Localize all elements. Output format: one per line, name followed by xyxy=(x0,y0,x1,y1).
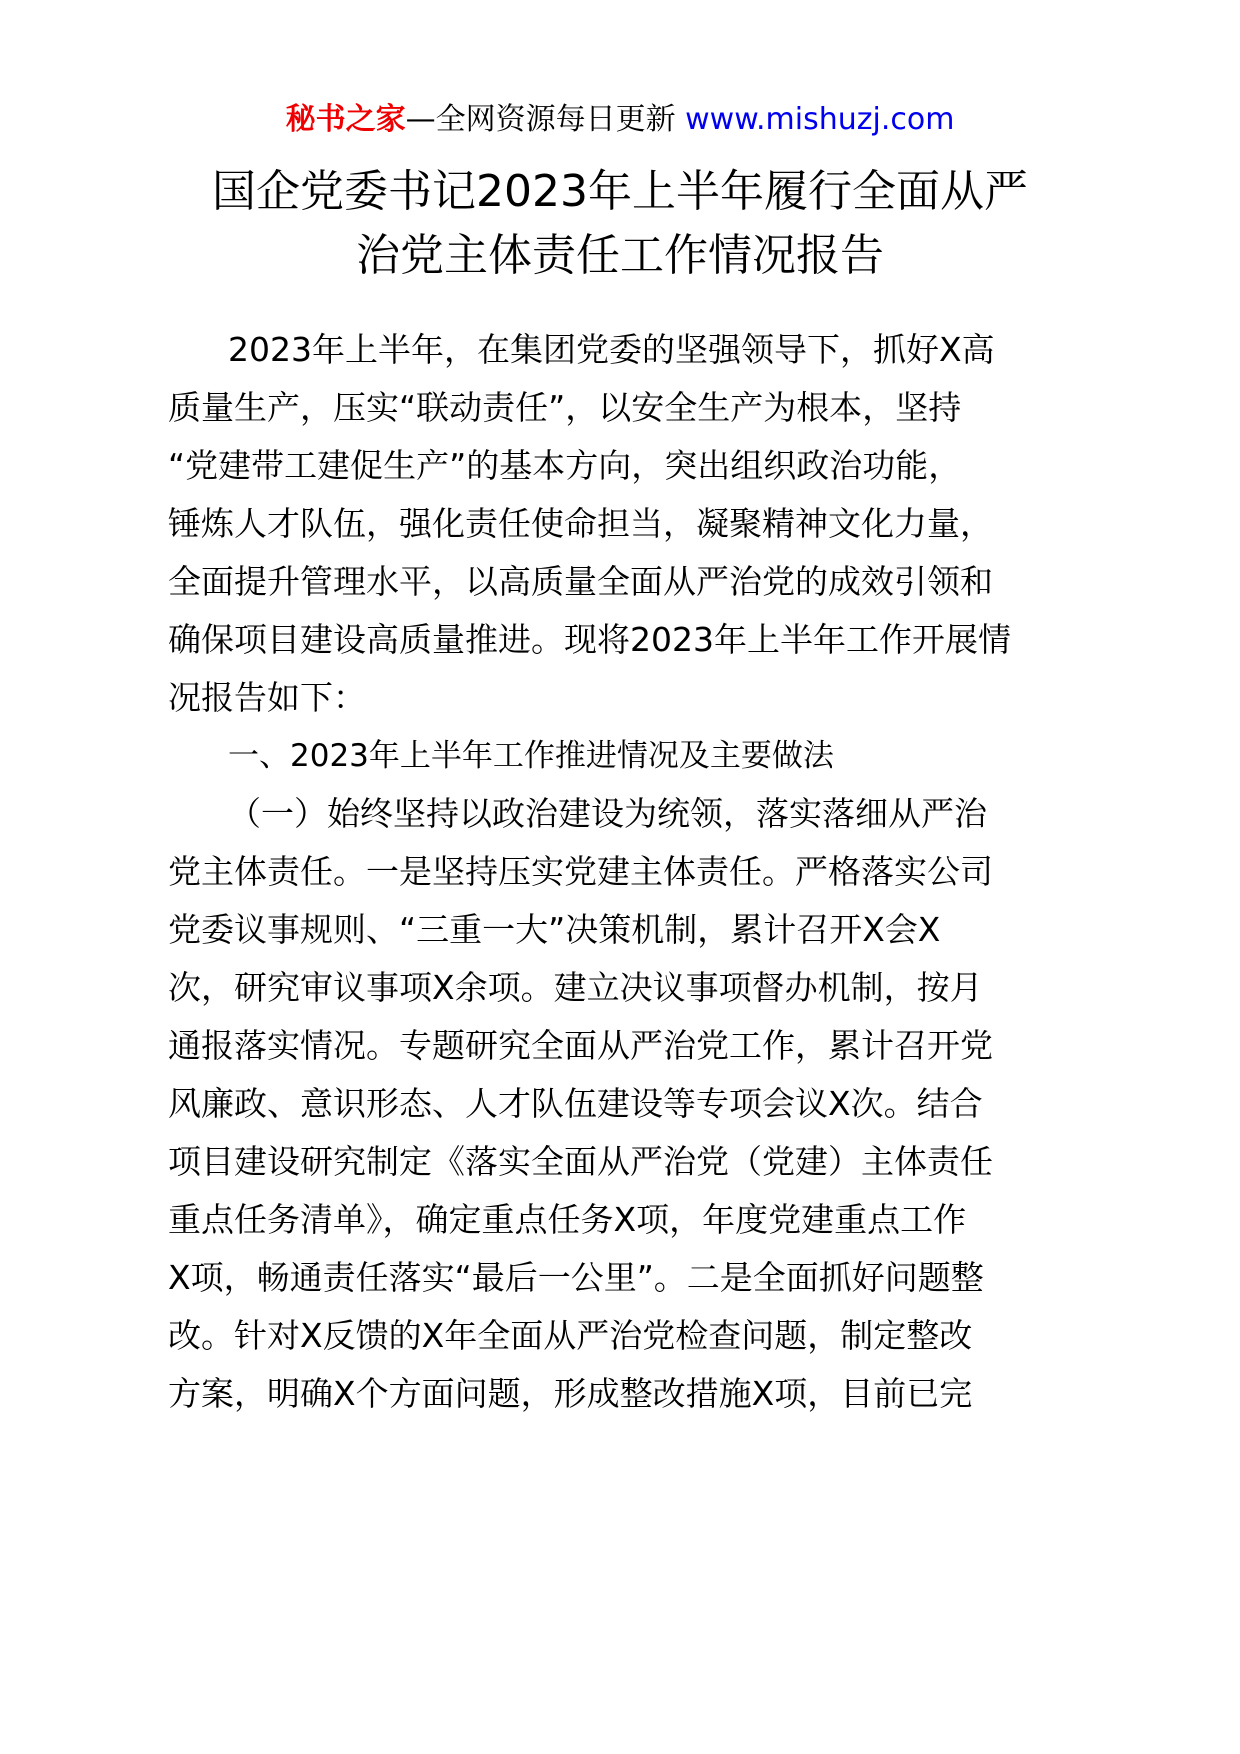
body-line: 全面提升管理水平，以高质量全面从严治党的成效引领和 xyxy=(168,562,993,601)
banner-slogan: —全网资源每日更新 xyxy=(405,102,676,137)
document-title xyxy=(150,160,1090,288)
body-line: 风廉政、意识形态、人才队伍建设等专项会议X次。结合 xyxy=(168,1084,983,1123)
body-line: 方案，明确X个方面问题，形成整改措施X项，目前已完 xyxy=(168,1374,973,1413)
body-line: （一）始终坚持以政治建设为统领，落实落细从严治 xyxy=(228,794,987,833)
body-line: 确保项目建设高质量推进。现将2023年上半年工作开展情 xyxy=(168,620,1011,659)
body-line: 通报落实情况。专题研究全面从严治党工作，累计召开党 xyxy=(168,1026,993,1065)
site-banner xyxy=(0,98,1240,142)
body-line: 重点任务清单》，确定重点任务X项，年度党建重点工作 xyxy=(168,1200,967,1239)
body-line: 党主体责任。一是坚持压实党建主体责任。严格落实公司 xyxy=(168,852,993,891)
body-line: 改。针对X反馈的X年全面从严治党检查问题，制定整改 xyxy=(168,1316,973,1355)
brand-name: 秘书之家 xyxy=(285,102,406,137)
body-line: 项目建设研究制定《落实全面从严治党（党建）主体责任 xyxy=(168,1142,993,1181)
body-line: 党委议事规则、“三重一大”决策机制，累计召开X会X xyxy=(168,910,941,949)
body-line: 次，研究审议事项X余项。建立决议事项督办机制，按月 xyxy=(168,968,983,1007)
section-heading: 一、2023年上半年工作推进情况及主要做法 xyxy=(228,738,834,774)
body-line: 锤炼人才队伍，强化责任使命担当，凝聚精神文化力量， xyxy=(168,504,993,543)
body-line: 况报告如下： xyxy=(168,678,366,717)
body-line: “党建带工建促生产”的基本方向，突出组织政治功能， xyxy=(168,446,962,485)
title-line-1: 国企党委书记2023年上半年履行全面从严 xyxy=(212,166,1028,217)
site-url-link[interactable]: www.mishuzj.com xyxy=(685,102,955,137)
body-line: X项，畅通责任落实“最后一公里”。二是全面抓好问题整 xyxy=(168,1258,984,1297)
body-line: 2023年上半年，在集团党委的坚强领导下，抓好X高 xyxy=(228,330,995,369)
body-line: 质量生产，压实“联动责任”，以安全生产为根本，坚持 xyxy=(168,388,962,427)
title-line-2: 治党主体责任工作情况报告 xyxy=(356,230,884,281)
